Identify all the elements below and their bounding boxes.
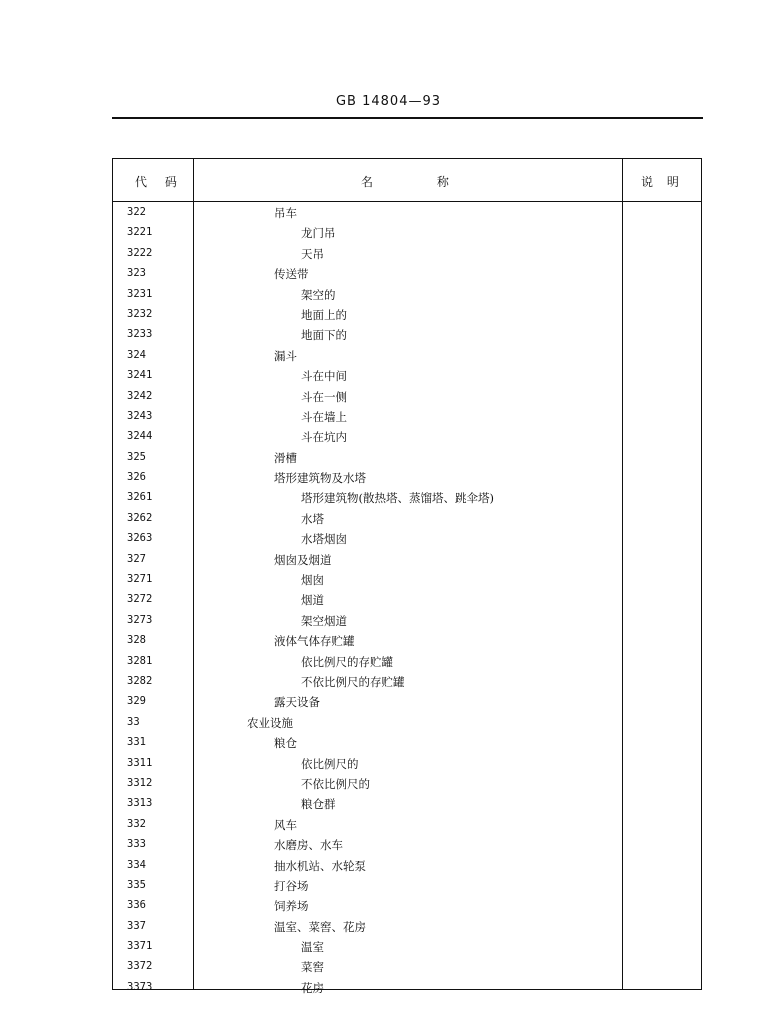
table-row xyxy=(113,407,701,427)
table-row xyxy=(113,917,701,937)
table-row xyxy=(113,509,701,529)
row-code: 326 xyxy=(127,471,146,484)
table-row xyxy=(113,346,701,366)
row-code: 322 xyxy=(127,206,146,218)
row-code: 3232 xyxy=(127,307,153,320)
row-name: 风车 xyxy=(274,817,297,832)
row-code: 3261 xyxy=(127,491,153,504)
table-row xyxy=(113,774,701,794)
row-name: 传送带 xyxy=(274,267,309,282)
row-code: 327 xyxy=(127,552,146,565)
table-row xyxy=(113,978,701,998)
row-name: 液体气体存贮罐 xyxy=(274,634,355,649)
table-row xyxy=(113,529,701,549)
row-name: 花房 xyxy=(301,980,324,995)
row-code: 3244 xyxy=(127,430,153,443)
row-name: 斗在中间 xyxy=(301,369,347,384)
page-header-standard-number: GB 14804—93 xyxy=(335,94,442,109)
row-code: 331 xyxy=(127,736,146,749)
row-name: 架空的 xyxy=(301,287,336,302)
column-header-name: 名 称 xyxy=(361,175,449,189)
row-code: 332 xyxy=(127,817,146,830)
row-name: 饲养场 xyxy=(274,899,309,914)
table-row xyxy=(113,652,701,672)
row-name: 不依比例尺的 xyxy=(301,776,370,791)
row-name: 粮仓 xyxy=(274,736,297,751)
row-name: 架空烟道 xyxy=(301,613,347,628)
table-row xyxy=(113,590,701,610)
row-name: 漏斗 xyxy=(274,348,297,363)
row-name: 温室 xyxy=(301,940,324,955)
table-row xyxy=(113,570,701,590)
table-row xyxy=(113,550,701,570)
row-code: 328 xyxy=(127,634,146,647)
table-row xyxy=(113,856,701,876)
row-name: 温室、菜窖、花房 xyxy=(274,919,366,934)
row-name: 水磨房、水车 xyxy=(274,838,343,853)
row-code: 3262 xyxy=(127,511,153,524)
table-row xyxy=(113,631,701,651)
row-name: 塔形建筑物及水塔 xyxy=(274,471,366,486)
table-row xyxy=(113,203,701,223)
table-row xyxy=(113,448,701,468)
row-code: 3282 xyxy=(127,674,153,687)
row-code: 3272 xyxy=(127,593,153,606)
row-name: 烟道 xyxy=(301,593,324,608)
row-name: 斗在一侧 xyxy=(301,389,347,404)
row-code: 324 xyxy=(127,348,146,361)
row-code: 3373 xyxy=(127,980,153,993)
row-name: 烟囱 xyxy=(301,573,324,588)
row-name: 天吊 xyxy=(301,246,324,261)
row-name: 龙门吊 xyxy=(301,226,336,241)
code-table xyxy=(112,158,702,995)
table-row xyxy=(113,692,701,712)
row-code: 3273 xyxy=(127,613,153,626)
row-name: 依比例尺的存贮罐 xyxy=(301,654,393,669)
row-name: 农业设施 xyxy=(247,715,293,730)
row-code: 3231 xyxy=(127,287,153,300)
row-name: 抽水机站、水轮泵 xyxy=(274,858,366,873)
table-row xyxy=(113,468,701,488)
row-code: 3271 xyxy=(127,573,153,586)
row-code: 323 xyxy=(127,267,146,280)
table-row xyxy=(113,835,701,855)
row-name: 依比例尺的 xyxy=(301,756,359,771)
table-row xyxy=(113,794,701,814)
row-code: 3313 xyxy=(127,797,153,810)
row-name: 粮仓群 xyxy=(301,797,336,812)
row-code: 3312 xyxy=(127,776,153,789)
table-row xyxy=(113,876,701,896)
table-row xyxy=(113,815,701,835)
row-code: 3371 xyxy=(127,940,153,953)
table-row xyxy=(113,713,701,733)
table-body xyxy=(113,203,701,998)
row-code: 325 xyxy=(127,450,146,463)
row-name: 斗在坑内 xyxy=(301,430,347,445)
row-name: 打谷场 xyxy=(274,878,309,893)
row-code: 3263 xyxy=(127,532,153,545)
table-row xyxy=(113,733,701,753)
row-code: 3243 xyxy=(127,409,153,422)
row-name: 水塔 xyxy=(301,511,324,526)
row-code: 334 xyxy=(127,858,146,871)
table-row xyxy=(113,488,701,508)
row-code: 337 xyxy=(127,919,146,932)
table-row xyxy=(113,754,701,774)
table-row xyxy=(113,896,701,916)
row-code: 3241 xyxy=(127,369,153,382)
table-row xyxy=(113,325,701,345)
row-code: 3372 xyxy=(127,960,153,973)
row-code: 3242 xyxy=(127,389,153,402)
row-code: 3222 xyxy=(127,246,153,259)
table-row xyxy=(113,264,701,284)
row-name: 菜窖 xyxy=(301,960,324,975)
row-name: 塔形建筑物(散热塔、蒸馏塔、跳伞塔) xyxy=(301,491,494,506)
row-name: 烟囱及烟道 xyxy=(274,552,332,567)
table-row xyxy=(113,957,701,977)
table-header xyxy=(113,159,701,202)
row-name: 地面下的 xyxy=(301,328,347,343)
table-row xyxy=(113,223,701,243)
table-row xyxy=(113,937,701,957)
row-name: 滑槽 xyxy=(274,450,297,465)
row-code: 3311 xyxy=(127,756,153,769)
header-rule xyxy=(112,117,703,119)
row-code: 3233 xyxy=(127,328,153,341)
column-header-note: 说 明 xyxy=(641,175,679,189)
table-row xyxy=(113,387,701,407)
row-code: 3221 xyxy=(127,226,153,239)
table-row xyxy=(113,244,701,264)
row-code: 333 xyxy=(127,838,146,851)
row-code: 336 xyxy=(127,899,146,912)
table-row xyxy=(113,672,701,692)
row-name: 地面上的 xyxy=(301,307,347,322)
row-name: 露天设备 xyxy=(274,695,320,710)
row-code: 33 xyxy=(127,715,140,728)
row-code: 335 xyxy=(127,878,146,891)
row-name: 斗在墙上 xyxy=(301,409,347,424)
table-row xyxy=(113,305,701,325)
row-name: 水塔烟囱 xyxy=(301,532,347,547)
column-header-code: 代 码 xyxy=(135,175,177,189)
table-row xyxy=(113,611,701,631)
row-code: 3281 xyxy=(127,654,153,667)
table-row xyxy=(113,427,701,447)
table-row xyxy=(113,285,701,305)
row-name: 吊车 xyxy=(274,206,297,220)
table-row xyxy=(113,366,701,386)
row-name: 不依比例尺的存贮罐 xyxy=(301,674,405,689)
row-code: 329 xyxy=(127,695,146,708)
